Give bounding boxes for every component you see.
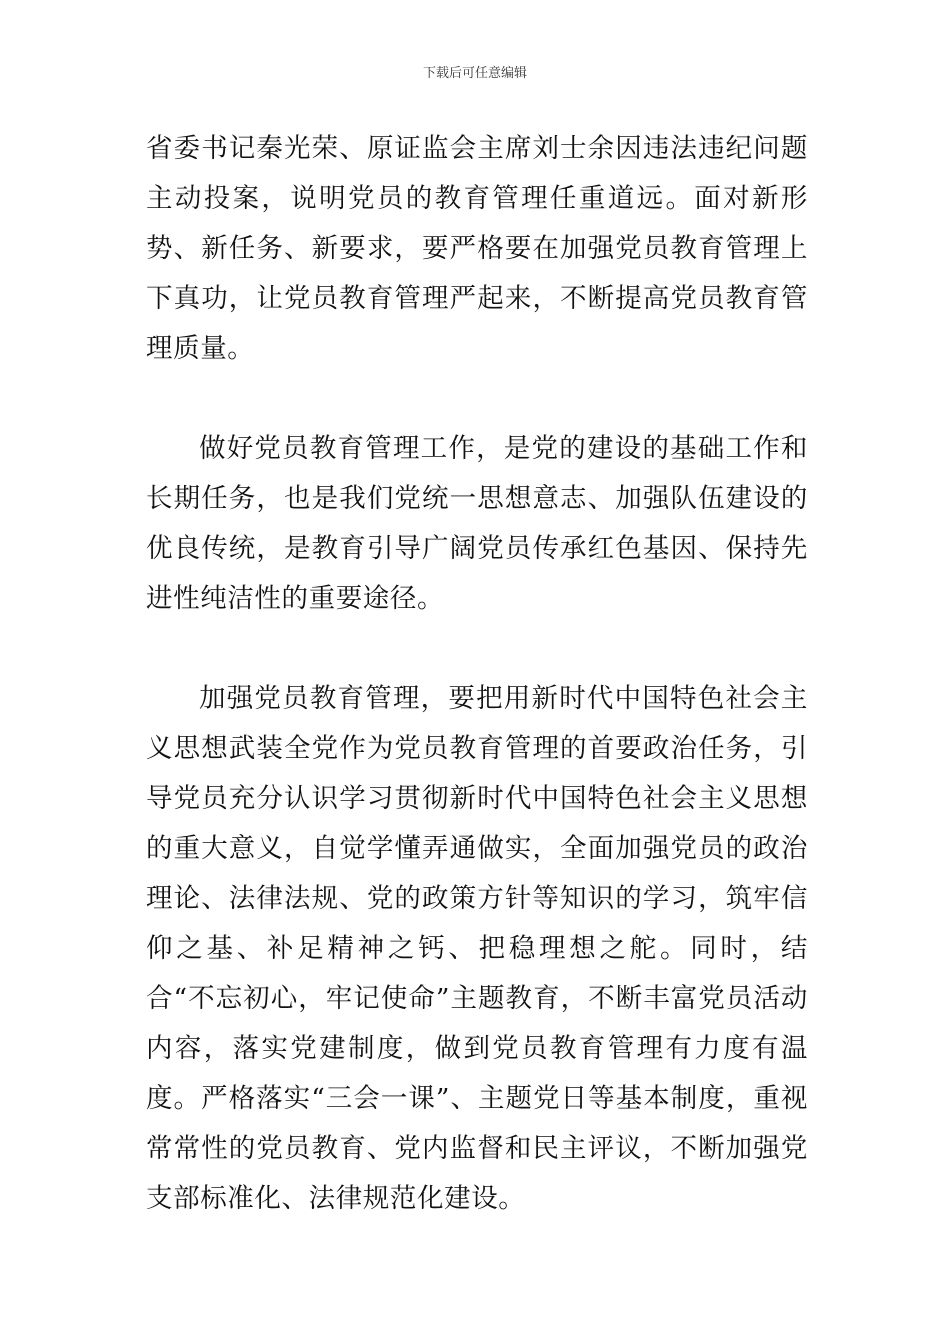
document-body [146,124,808,1224]
paragraph-2: 做好党员教育管理工作，是党的建设的基础工作和长期任务，也是我们党统一思想意志、加强队伍建设的优良传统，是教育引导广阔党员传承红色基因、保持先进性纯洁性的重要途径。 [146,433,808,614]
paragraph-1: 省委书记秦光荣、原证监会主席刘士余因违法违纪问题主动投案，说明党员的教育管理任重道远。面对新形势、新任务、新要求，要严格要在加强党员教育管理上下真功，让党员教育管理严起来，不断提高党员教育管理质量。 [146,133,808,364]
paragraph-3: 加强党员教育管理，要把用新时代中国特色社会主义思想武装全党作为党员教育管理的首要政治任务，引导党员充分认识学习贯彻新时代中国特色社会主义思想的重大意义，自觉学懂弄通做实，全面加强党员的政治理论、法律法规、党的政策方针等知识的学习，筑牢信仰之基、补足精神之钙、把稳理想之舵。同时，结合“不忘初心，牢记使命”主题教育，不断丰富党员活动内容，落实党建制度，做到党员教育管理有力度有温度。严格落实“三会一课”、主题党日等基本制度，重视常常性的党员教育、党内监督和民主评议，不断加强党支部标准化、法律规范化建设。 [146,683,808,1214]
header-note: 下载后可任意编辑 [422,66,527,81]
